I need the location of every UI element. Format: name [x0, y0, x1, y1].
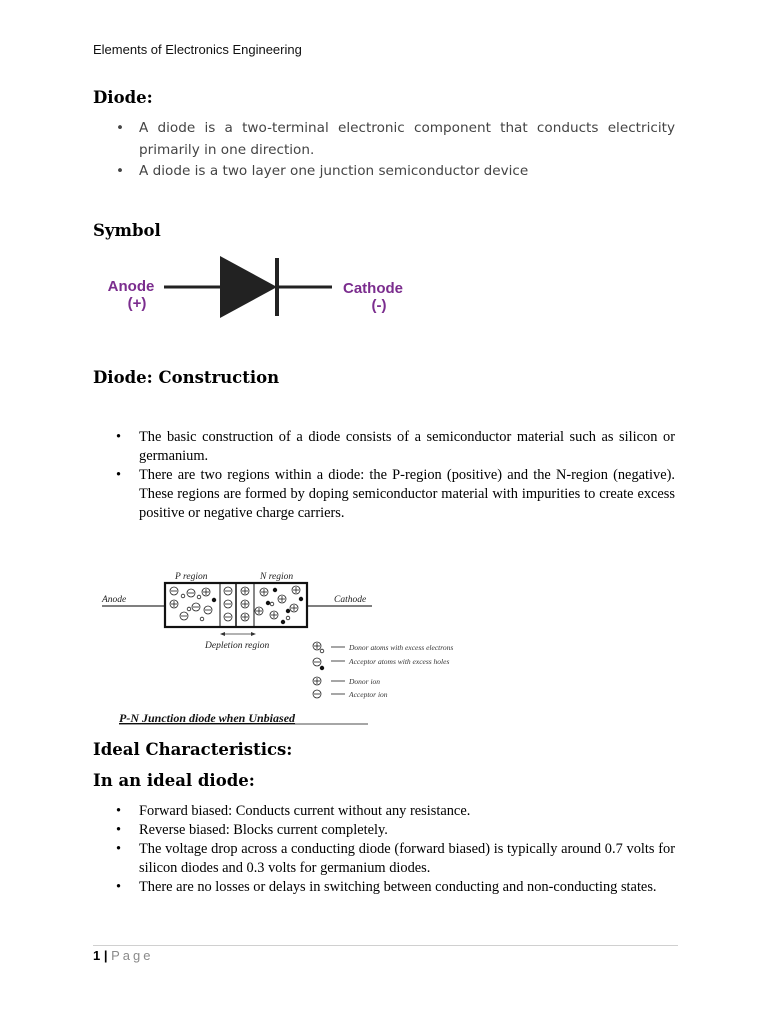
pn-cathode-label: Cathode [334, 595, 367, 605]
ideal-bullet-list [93, 802, 675, 897]
list-item: • The voltage drop across a conducting diode (forward biased) is typically around 0.7 volts for silicon diodes and 0.3 volts for germanium diodes. [93, 840, 675, 878]
footer-divider [93, 945, 678, 946]
footer-separator: | [100, 948, 112, 963]
legend-item: Acceptor atoms with excess holes [349, 657, 450, 666]
anode-sign: (+) [127, 295, 147, 312]
list-item: • The basic construction of a diode consists of a semiconductor material such as silicon or germanium. [93, 428, 675, 466]
list-item: • There are two regions within a diode: the P-region (positive) and the N-region (negative). These regions are formed by doping semiconductor material with impurities to create excess positive or negative charge carriers. [93, 466, 675, 523]
p-carrier-dot [212, 598, 216, 602]
page-number: 1 [93, 948, 101, 963]
cathode-sign: (-) [371, 297, 387, 314]
diode-bullet-list [93, 118, 675, 183]
legend-item: Donor atoms with excess electrons [349, 643, 454, 652]
list-item: • A diode is a two layer one junction semiconductor device [93, 161, 675, 183]
list-item: • There are no losses or delays in switching between conducting and non-conducting states. [93, 878, 675, 897]
pn-junction-figure [98, 566, 488, 728]
page-word: Page [111, 948, 154, 963]
running-header: Elements of Electronics Engineering [93, 42, 302, 57]
depletion-label: Depletion region [205, 641, 270, 651]
cathode-label: Cathode [343, 280, 403, 297]
legend [313, 642, 345, 698]
heading-ideal-diode: In an ideal diode: [93, 771, 255, 790]
heading-diode: Diode: [93, 88, 153, 107]
n-region-label: N region [260, 572, 294, 582]
heading-ideal-characteristics: Ideal Characteristics: [93, 740, 293, 759]
figure-caption: P-N Junction diode when Unbiased [119, 711, 296, 725]
p-region-label: P region [175, 572, 208, 582]
pn-anode-label: Anode [102, 595, 127, 605]
legend-item: Donor ion [349, 677, 381, 686]
legend-item: Acceptor ion [349, 690, 388, 699]
heading-symbol: Symbol [93, 221, 161, 240]
construction-bullet-list [93, 428, 675, 523]
page-footer [93, 948, 153, 963]
diode-triangle [220, 256, 277, 318]
heading-construction: Diode: Construction [93, 368, 280, 387]
anode-label: Anode [107, 278, 155, 295]
diode-symbol-figure [100, 252, 420, 324]
list-item: • A diode is a two-terminal electronic component that conducts electricity primarily in one direction. [93, 118, 675, 161]
list-item: • Reverse biased: Blocks current completely. [93, 821, 675, 840]
list-item: • Forward biased: Conducts current without any resistance. [93, 802, 675, 821]
